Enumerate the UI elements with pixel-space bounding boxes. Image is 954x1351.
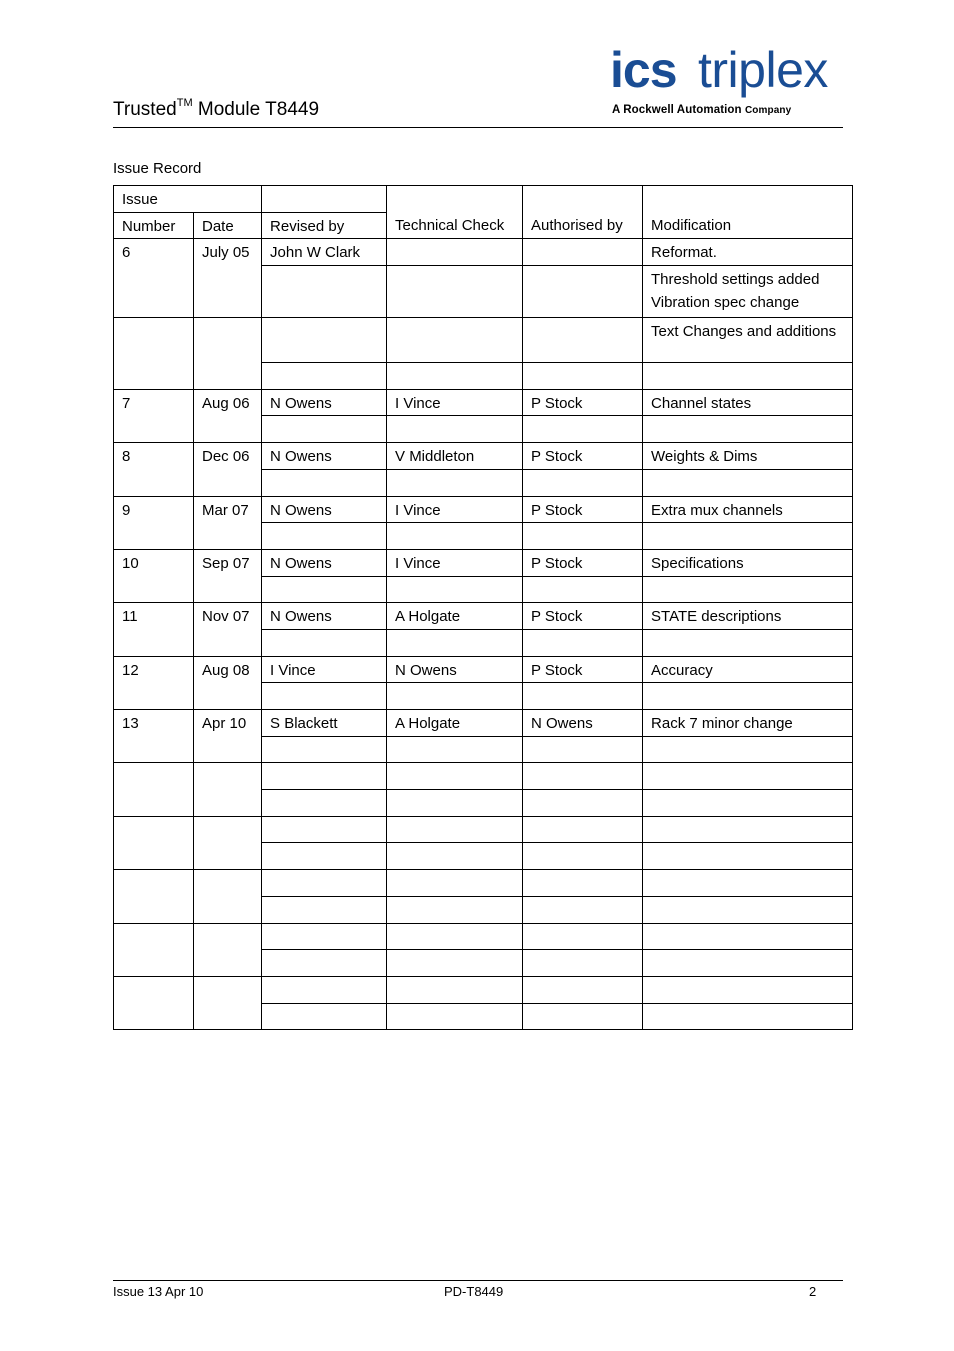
cell-modification: Accuracy xyxy=(643,656,853,683)
footer-page-number: 2 xyxy=(809,1284,817,1299)
header-authorised-by: Authorised by xyxy=(523,186,643,239)
table-row xyxy=(114,318,853,363)
footer-rule xyxy=(113,1280,843,1281)
cell-revised-by: N Owens xyxy=(262,443,387,470)
table-row xyxy=(114,603,853,630)
cell-blank xyxy=(262,790,387,817)
cell-technical-check: I Vince xyxy=(387,549,523,576)
table-row xyxy=(114,710,853,737)
header-rule xyxy=(113,127,843,128)
cell-blank xyxy=(194,976,262,1029)
cell-blank xyxy=(114,816,194,869)
company-logo xyxy=(610,42,844,122)
cell-blank xyxy=(643,790,853,817)
table-row xyxy=(114,549,853,576)
cell-modification: Reformat. xyxy=(643,239,853,266)
cell-modification: Extra mux channels xyxy=(643,496,853,523)
cell-blank xyxy=(387,629,523,656)
cell-blank xyxy=(262,416,387,443)
trademark-superscript: TM xyxy=(176,97,193,109)
title-suffix: Module T8449 xyxy=(192,99,320,120)
cell-technical-check: I Vince xyxy=(387,496,523,523)
cell-revised-by: N Owens xyxy=(262,603,387,630)
cell-blank xyxy=(523,629,643,656)
cell-blank xyxy=(643,629,853,656)
cell-blank xyxy=(262,763,387,790)
cell-number: 6 xyxy=(114,239,194,318)
title-prefix: Trusted xyxy=(113,99,177,120)
cell-modification: Text Changes and additions xyxy=(643,318,853,363)
table-row-empty xyxy=(114,923,853,950)
cell-technical-check xyxy=(387,266,523,318)
cell-blank xyxy=(387,950,523,977)
cell-blank xyxy=(643,923,853,950)
cell-technical-check xyxy=(387,363,523,390)
cell-modification: Rack 7 minor change xyxy=(643,710,853,737)
cell-blank xyxy=(387,736,523,763)
cell-number xyxy=(114,318,194,390)
cell-blank xyxy=(194,763,262,816)
cell-blank xyxy=(387,576,523,603)
cell-blank xyxy=(523,923,643,950)
cell-modification: Threshold settings added Vibration spec change xyxy=(643,266,853,318)
cell-authorised-by: N Owens xyxy=(523,710,643,737)
cell-authorised-by: P Stock xyxy=(523,443,643,470)
cell-revised-by: N Owens xyxy=(262,496,387,523)
table-row-empty xyxy=(114,976,853,1003)
cell-date xyxy=(194,318,262,390)
header-date: Date xyxy=(194,212,262,239)
cell-blank xyxy=(194,923,262,976)
cell-blank xyxy=(643,523,853,550)
cell-technical-check: N Owens xyxy=(387,656,523,683)
cell-blank xyxy=(262,870,387,897)
cell-blank xyxy=(114,976,194,1029)
header-modification: Modification xyxy=(643,186,853,239)
cell-number: 13 xyxy=(114,710,194,763)
cell-authorised-by xyxy=(523,266,643,318)
cell-blank xyxy=(387,870,523,897)
cell-blank xyxy=(262,923,387,950)
cell-authorised-by xyxy=(523,363,643,390)
cell-technical-check: A Holgate xyxy=(387,710,523,737)
footer-issue: Issue 13 Apr 10 xyxy=(113,1284,204,1299)
cell-blank xyxy=(114,923,194,976)
cell-blank xyxy=(262,736,387,763)
header-blank xyxy=(262,186,387,213)
cell-technical-check: A Holgate xyxy=(387,603,523,630)
cell-blank xyxy=(523,416,643,443)
cell-blank xyxy=(262,843,387,870)
cell-blank xyxy=(643,576,853,603)
cell-blank xyxy=(262,523,387,550)
cell-date: Sep 07 xyxy=(194,549,262,602)
cell-authorised-by xyxy=(523,318,643,363)
logo-tagline-small: Company xyxy=(744,105,792,116)
cell-blank xyxy=(387,683,523,710)
cell-blank xyxy=(523,576,643,603)
cell-blank xyxy=(523,976,643,1003)
cell-modification: Channel states xyxy=(643,389,853,416)
cell-blank xyxy=(643,1003,853,1030)
cell-modification xyxy=(643,363,853,390)
cell-blank xyxy=(262,976,387,1003)
logo-tagline-main: A Rockwell Automation xyxy=(612,104,742,116)
table-header-row-1 xyxy=(114,186,853,213)
table-row xyxy=(114,496,853,523)
cell-blank xyxy=(387,843,523,870)
cell-blank xyxy=(523,843,643,870)
cell-authorised-by: P Stock xyxy=(523,603,643,630)
cell-blank xyxy=(114,870,194,923)
cell-blank xyxy=(523,870,643,897)
cell-date: Dec 06 xyxy=(194,443,262,496)
cell-blank xyxy=(523,763,643,790)
cell-revised-by xyxy=(262,318,387,363)
cell-blank xyxy=(643,469,853,496)
cell-blank xyxy=(523,950,643,977)
cell-blank xyxy=(387,790,523,817)
cell-revised-by: I Vince xyxy=(262,656,387,683)
footer-document-id: PD-T8449 xyxy=(444,1284,504,1299)
cell-blank xyxy=(262,576,387,603)
cell-blank xyxy=(643,763,853,790)
cell-number: 8 xyxy=(114,443,194,496)
document-title xyxy=(113,98,319,122)
cell-blank xyxy=(387,923,523,950)
cell-blank xyxy=(643,816,853,843)
cell-blank xyxy=(387,1003,523,1030)
cell-technical-check xyxy=(387,318,523,363)
cell-blank xyxy=(523,683,643,710)
cell-revised-by: N Owens xyxy=(262,549,387,576)
cell-modification: STATE descriptions xyxy=(643,603,853,630)
cell-number: 7 xyxy=(114,389,194,442)
cell-blank xyxy=(387,416,523,443)
cell-number: 11 xyxy=(114,603,194,656)
cell-technical-check: V Middleton xyxy=(387,443,523,470)
cell-blank xyxy=(643,683,853,710)
cell-revised-by: S Blackett xyxy=(262,710,387,737)
table-row-empty xyxy=(114,870,853,897)
cell-technical-check: I Vince xyxy=(387,389,523,416)
cell-authorised-by: P Stock xyxy=(523,389,643,416)
cell-blank xyxy=(523,469,643,496)
header-issue: Issue xyxy=(114,186,262,213)
issue-record-table xyxy=(113,185,853,1030)
cell-blank xyxy=(643,950,853,977)
table-row-empty xyxy=(114,816,853,843)
cell-authorised-by: P Stock xyxy=(523,656,643,683)
table-caption: Issue Record xyxy=(113,160,202,177)
cell-authorised-by xyxy=(523,239,643,266)
cell-blank xyxy=(194,870,262,923)
cell-revised-by: N Owens xyxy=(262,389,387,416)
table-row xyxy=(114,239,853,266)
cell-blank xyxy=(114,763,194,816)
cell-blank xyxy=(523,523,643,550)
header-technical-check: Technical Check xyxy=(387,186,523,239)
cell-number: 10 xyxy=(114,549,194,602)
cell-number: 12 xyxy=(114,656,194,709)
cell-blank xyxy=(387,816,523,843)
cell-number: 9 xyxy=(114,496,194,549)
cell-blank xyxy=(262,950,387,977)
logo-wordmark-icon xyxy=(610,42,844,102)
cell-revised-by xyxy=(262,363,387,390)
cell-authorised-by: P Stock xyxy=(523,549,643,576)
cell-date: Nov 07 xyxy=(194,603,262,656)
table-row-empty xyxy=(114,763,853,790)
cell-date: Mar 07 xyxy=(194,496,262,549)
cell-date: Aug 08 xyxy=(194,656,262,709)
cell-blank xyxy=(387,523,523,550)
cell-blank xyxy=(387,469,523,496)
cell-blank xyxy=(643,416,853,443)
cell-blank xyxy=(194,816,262,869)
header-revised-by: Revised by xyxy=(262,212,387,239)
cell-blank xyxy=(523,790,643,817)
header-number: Number xyxy=(114,212,194,239)
cell-date: July 05 xyxy=(194,239,262,318)
cell-modification: Weights & Dims xyxy=(643,443,853,470)
cell-blank xyxy=(387,896,523,923)
cell-blank xyxy=(643,870,853,897)
cell-authorised-by: P Stock xyxy=(523,496,643,523)
cell-revised-by: John W Clark xyxy=(262,239,387,266)
cell-blank xyxy=(262,816,387,843)
logo-wordmark-light: triplex xyxy=(698,42,828,98)
logo-tagline xyxy=(612,104,791,116)
cell-blank xyxy=(523,816,643,843)
cell-date: Apr 10 xyxy=(194,710,262,763)
logo-wordmark-bold: ics xyxy=(610,42,677,98)
cell-blank xyxy=(262,469,387,496)
cell-modification: Specifications xyxy=(643,549,853,576)
cell-blank xyxy=(262,629,387,656)
cell-blank xyxy=(643,896,853,923)
table-row xyxy=(114,656,853,683)
cell-revised-by xyxy=(262,266,387,318)
cell-blank xyxy=(523,1003,643,1030)
cell-blank xyxy=(262,896,387,923)
cell-blank xyxy=(643,736,853,763)
cell-date: Aug 06 xyxy=(194,389,262,442)
cell-blank xyxy=(643,976,853,1003)
cell-blank xyxy=(262,1003,387,1030)
cell-blank xyxy=(523,736,643,763)
cell-blank xyxy=(387,763,523,790)
cell-blank xyxy=(643,843,853,870)
cell-blank xyxy=(262,683,387,710)
cell-blank xyxy=(387,976,523,1003)
cell-technical-check xyxy=(387,239,523,266)
table-row xyxy=(114,443,853,470)
table-row xyxy=(114,389,853,416)
cell-blank xyxy=(523,896,643,923)
